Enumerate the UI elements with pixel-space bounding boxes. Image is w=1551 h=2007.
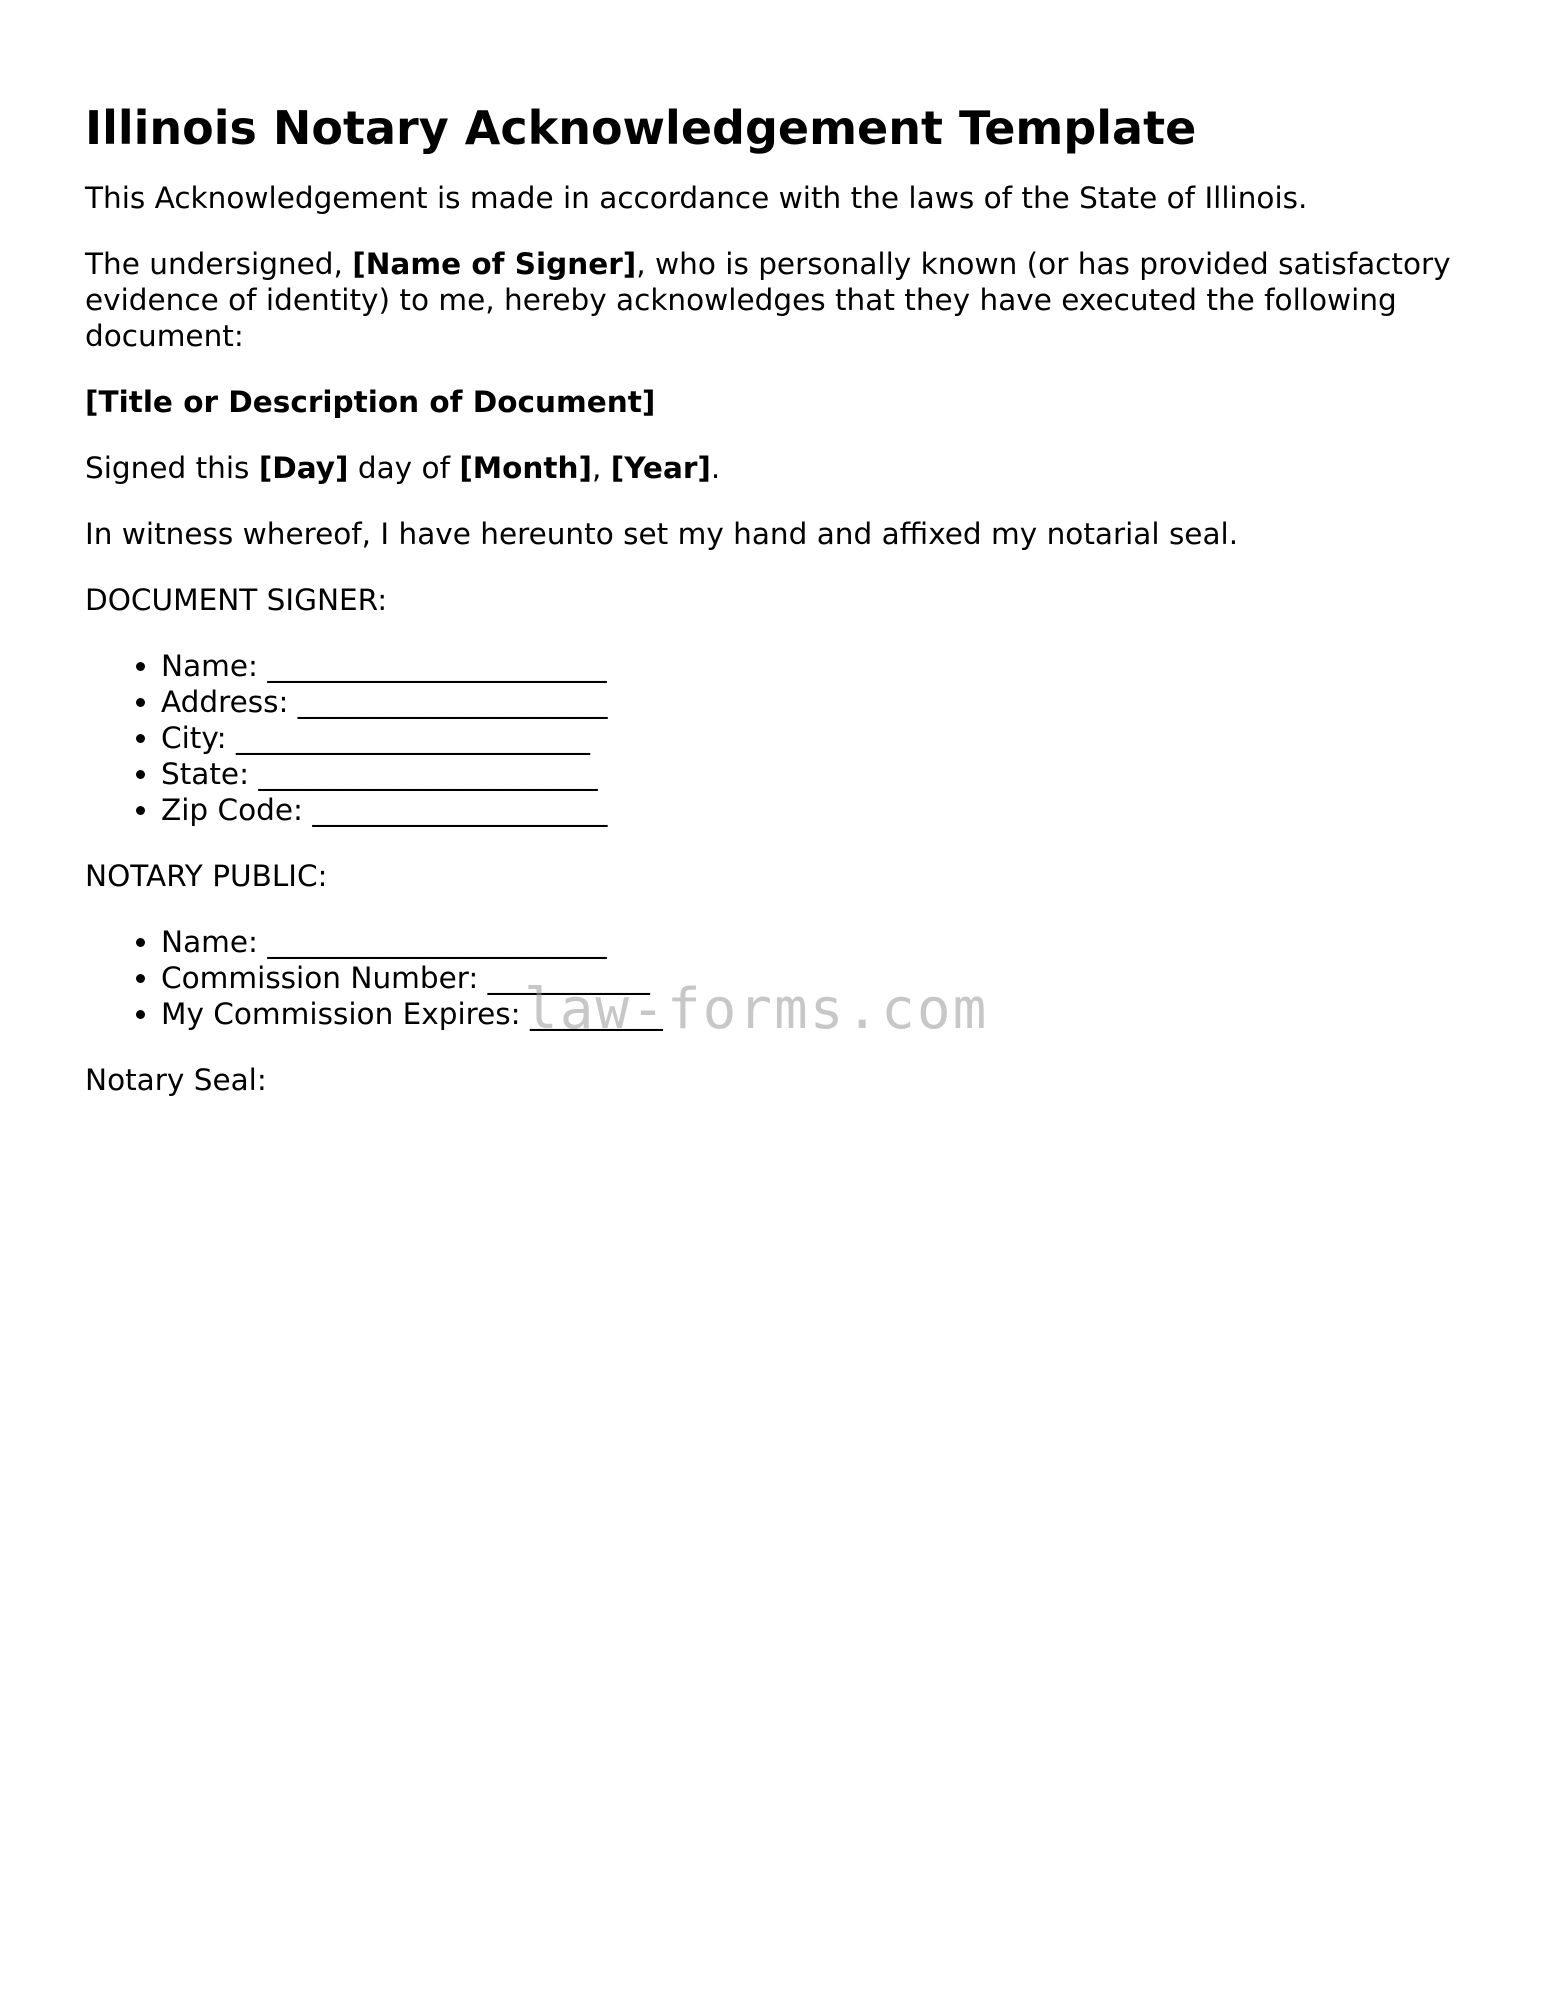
signer-state-field: • State: _______________________ (161, 756, 1465, 792)
notary-commission-number-field: • Commission Number: ___________ (161, 960, 1465, 996)
document-page (85, 100, 1465, 1128)
signed-prefix: Signed this (85, 451, 259, 485)
notary-name-field: • Name: _______________________ (161, 924, 1465, 960)
day-placeholder: [Day] (258, 451, 349, 485)
document-title-placeholder-paragraph (85, 384, 1465, 420)
signer-section-label: DOCUMENT SIGNER: (85, 583, 388, 617)
signed-middle: day of (348, 451, 460, 485)
year-placeholder: [Year] (610, 451, 711, 485)
signer-name-placeholder: [Name of Signer] (352, 247, 637, 281)
intro-paragraph: This Acknowledgement is made in accordance with the laws of the State of Illinois. (85, 181, 1308, 215)
signed-comma: , (592, 451, 611, 485)
signer-city-field: • City: ________________________ (161, 720, 1465, 756)
signer-zip-field: • Zip Code: ____________________ (161, 792, 1465, 828)
notary-fields-list (85, 924, 1465, 1032)
notary-section-label: NOTARY PUBLIC: (85, 859, 328, 893)
undersigned-paragraph (85, 246, 1465, 354)
document-title: Illinois Notary Acknowledgement Template (85, 101, 1197, 155)
watermark: law-forms.com (524, 977, 989, 1042)
notary-seal-label: Notary Seal: (85, 1063, 267, 1097)
undersigned-prefix: The undersigned, (85, 247, 353, 281)
undersigned-suffix: , who is personally known (or has provided satisfactory evidence of identity) to me, hereby acknowledges that they have executed the following document: (85, 247, 1451, 353)
notary-commission-expires-field: • My Commission Expires: _________ (161, 996, 1465, 1032)
signer-name-field: • Name: _______________________ (161, 648, 1465, 684)
signer-address-field: • Address: _____________________ (161, 684, 1465, 720)
document-title-placeholder: [Title or Description of Document] (85, 385, 656, 419)
signer-fields-list (85, 648, 1465, 828)
witness-paragraph: In witness whereof, I have hereunto set my hand and affixed my notarial seal. (85, 517, 1239, 551)
signed-end: . (710, 451, 721, 485)
signed-date-paragraph (85, 450, 1465, 486)
month-placeholder: [Month] (459, 451, 593, 485)
